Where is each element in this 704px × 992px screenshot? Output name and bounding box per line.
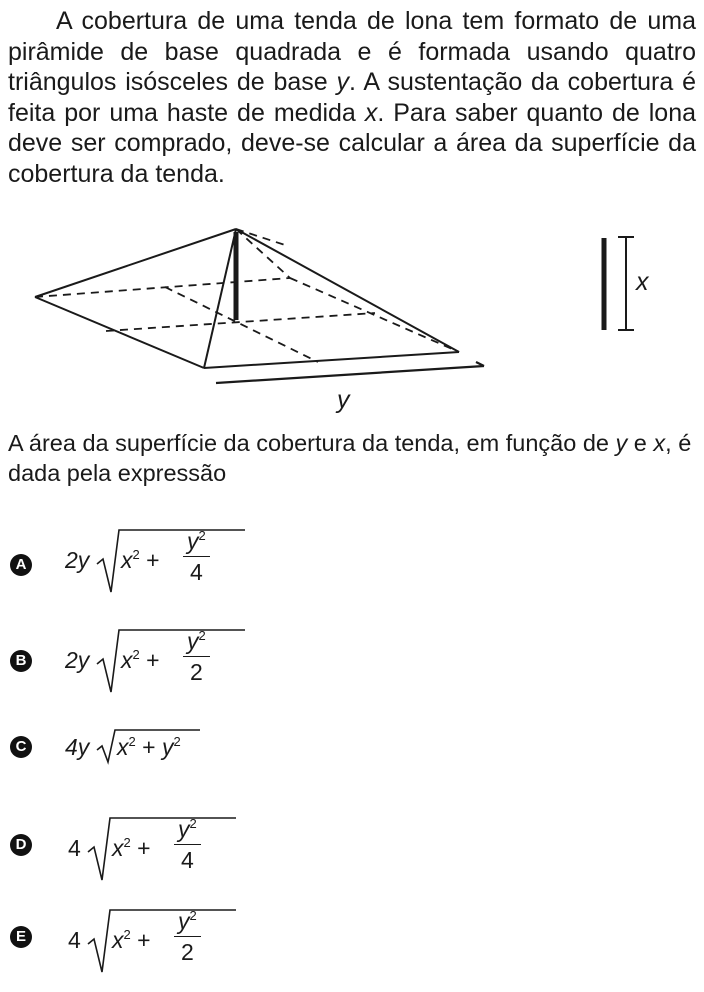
option-letter: D bbox=[10, 834, 32, 856]
radical-sign bbox=[95, 624, 255, 696]
fraction: $\frac{y^2}{4}$ bbox=[183, 528, 210, 586]
pyramid-edge bbox=[204, 352, 459, 368]
hidden-edge bbox=[35, 278, 290, 297]
option-letter: B bbox=[10, 650, 32, 672]
statement-var-x: x bbox=[364, 98, 378, 127]
pyramid-edge bbox=[35, 297, 204, 368]
hidden-edge bbox=[290, 278, 459, 352]
question-text: A área da superfície da cobertura da tenda, em função de y e x, é dada pela expressão bbox=[8, 430, 692, 486]
statement-part-1: A cobertura de uma tenda de lona tem formato de uma pirâmide de base quadrada e é formada usando quatro triângulos isósceles de base bbox=[8, 7, 696, 96]
fraction: $\frac{y^2}{2}$ bbox=[174, 908, 201, 966]
radical-sign bbox=[86, 904, 246, 976]
pyramid-edge bbox=[35, 229, 236, 297]
pyramid-figure bbox=[0, 0, 704, 425]
radical-sign bbox=[95, 524, 255, 596]
hidden-edge bbox=[106, 313, 375, 331]
statement-var-y: y bbox=[336, 68, 349, 96]
statement-part-3: . Para saber quanto de lona deve ser comprado, deve-se calcular a área da superfície da cobertura da tenda. bbox=[8, 98, 696, 188]
option-a[interactable]: A 2y $x^2$ + $\frac{y^2}{4}$ bbox=[10, 520, 610, 600]
option-letter: A bbox=[10, 554, 32, 576]
option-d[interactable]: D 4 $x^2$ + $\frac{y^2}{4}$ bbox=[10, 808, 610, 888]
label-x: x bbox=[636, 268, 649, 296]
pyramid-edge bbox=[236, 229, 459, 352]
statement-part-2: . A sustentação da cobertura é feita por uma haste de medida bbox=[8, 68, 696, 127]
option-c[interactable]: C 4y $x^2 + y^2$ bbox=[10, 720, 610, 800]
pyramid-edge bbox=[204, 229, 236, 368]
fraction: $\frac{y^2}{4}$ bbox=[174, 816, 201, 874]
hidden-edge bbox=[165, 287, 318, 362]
fraction: $\frac{y^2}{2}$ bbox=[183, 628, 210, 686]
option-letter: C bbox=[10, 736, 32, 758]
y-dimension-line bbox=[216, 366, 484, 383]
option-b[interactable]: B 2y $x^2$ + $\frac{y^2}{2}$ bbox=[10, 620, 610, 700]
option-letter: E bbox=[10, 926, 32, 948]
radical-sign bbox=[86, 812, 246, 884]
option-e[interactable]: E 4 $x^2$ + $\frac{y^2}{2}$ bbox=[10, 900, 610, 980]
label-y: y bbox=[337, 386, 350, 414]
